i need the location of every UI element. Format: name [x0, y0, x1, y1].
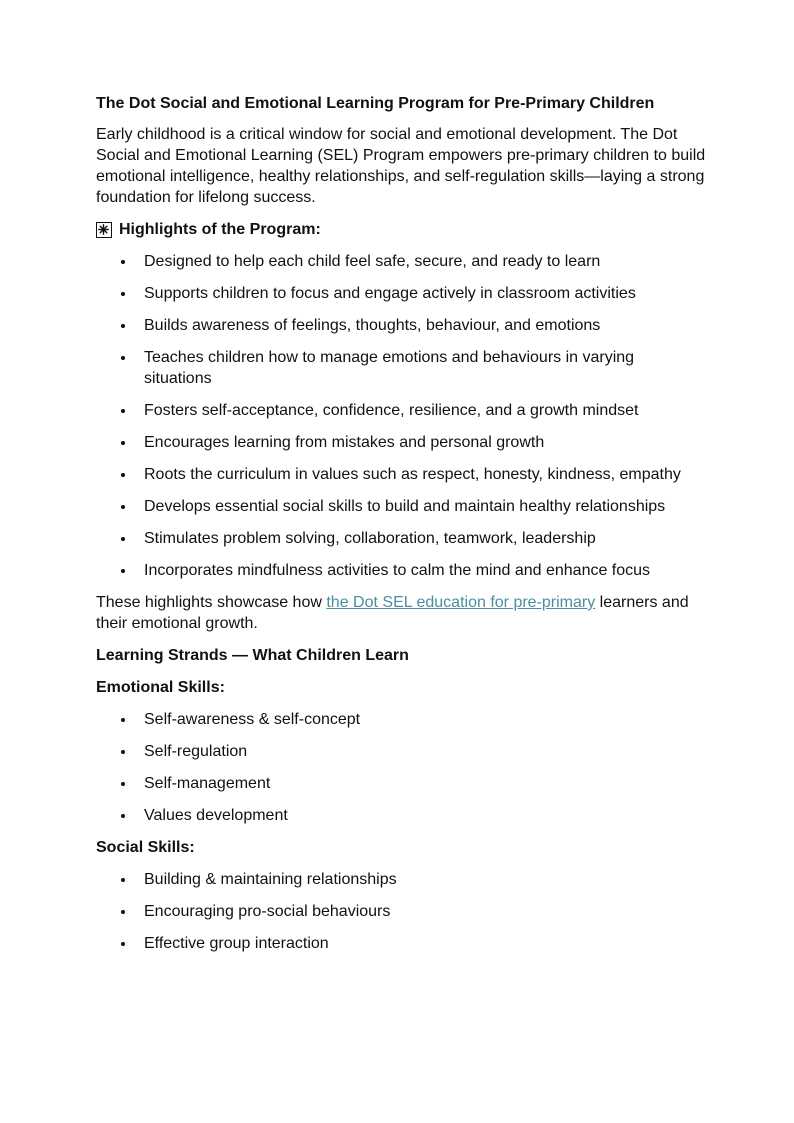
list-item: Self-awareness & self-concept — [96, 709, 706, 730]
highlights-heading-label: Highlights of the Program: — [119, 221, 321, 238]
summary-paragraph — [96, 592, 706, 634]
list-item: Supports children to focus and engage actively in classroom activities — [96, 283, 706, 304]
page-title: The Dot Social and Emotional Learning Program for Pre-Primary Children — [96, 95, 655, 112]
list-item: Self-regulation — [96, 741, 706, 762]
list-item: Incorporates mindfulness activities to calm the mind and enhance focus — [96, 560, 706, 581]
summary-text-before: These highlights showcase how — [96, 594, 327, 611]
highlights-heading — [96, 219, 706, 240]
sparkle-icon — [96, 222, 112, 238]
list-item: Develops essential social skills to build and maintain healthy relationships — [96, 496, 706, 517]
learning-strands-heading: Learning Strands — What Children Learn — [96, 647, 409, 664]
intro-paragraph: Early childhood is a critical window for social and emotional development. The Dot Social and Emotional Learning (SEL) Program empowers pre-primary children to build emotional intelligence, healthy relationships, and self-regulation skills—laying a strong foundation for lifelong success. — [96, 126, 706, 206]
list-item: Fosters self-acceptance, confidence, resilience, and a growth mindset — [96, 400, 706, 421]
list-item: Designed to help each child feel safe, secure, and ready to learn — [96, 251, 706, 272]
list-item: Values development — [96, 805, 706, 826]
list-item: Building & maintaining relationships — [96, 869, 706, 890]
list-item: Encourages learning from mistakes and personal growth — [96, 432, 706, 453]
list-item: Teaches children how to manage emotions and behaviours in varying situations — [96, 347, 706, 389]
list-item: Self-management — [96, 773, 706, 794]
emotional-skills-list — [96, 709, 706, 826]
list-item: Roots the curriculum in values such as respect, honesty, kindness, empathy — [96, 464, 706, 485]
list-item: Encouraging pro-social behaviours — [96, 901, 706, 922]
emotional-skills-heading: Emotional Skills: — [96, 679, 225, 696]
summary-text-after: learners and their emotional growth. — [96, 594, 689, 632]
document-page — [96, 93, 706, 965]
list-item: Stimulates problem solving, collaboration, teamwork, leadership — [96, 528, 706, 549]
highlights-list — [96, 251, 706, 581]
dot-sel-link[interactable]: the Dot SEL education for pre-primary — [326, 594, 596, 611]
social-skills-list — [96, 869, 706, 954]
list-item: Builds awareness of feelings, thoughts, behaviour, and emotions — [96, 315, 706, 336]
list-item: Effective group interaction — [96, 933, 706, 954]
social-skills-heading: Social Skills: — [96, 839, 195, 856]
